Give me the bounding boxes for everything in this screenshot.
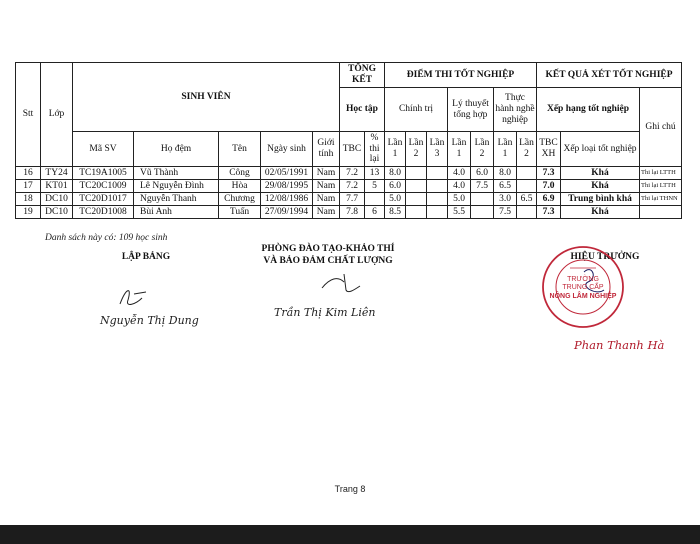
cell-lt-lan-2: 7.5 [471,180,494,193]
table-row [16,193,682,206]
cell-gioi-tinh: Nam [313,193,340,206]
cell-lop: TY24 [41,167,73,180]
header-chinh-tri-lan-2: Lần 2 [406,132,427,167]
stamp-text-line-2: TRUNG CẤP [562,284,604,292]
header-diem-thi: ĐIỂM THI TỐT NGHIỆP [385,63,537,88]
cell-ct-lan-2 [406,193,427,206]
cell-gioi-tinh: Nam [313,167,340,180]
cell-lt-lan-1: 4.0 [448,167,471,180]
cell-ten: Hòa [219,180,261,193]
page-number: Trang 8 [334,484,366,494]
header-gioi-tinh: Giới tính [313,132,340,167]
cell-th-lan-2: 6.5 [517,193,537,206]
cell-ct-lan-2 [406,180,427,193]
student-count-note: Danh sách này có: 109 học sinh [45,233,168,243]
cell-ngay-sinh: 12/08/1986 [261,193,313,206]
cell-xep-loai: Khá [561,206,640,219]
cell-ten: Công [219,167,261,180]
cell-stt: 18 [16,193,41,206]
header-ten: Tên [219,132,261,167]
table-row [16,167,682,180]
cell-tbc: 7.7 [340,193,365,206]
header-ly-thuyet: Lý thuyết tổng hợp [448,88,494,132]
cell-lop: KT01 [41,180,73,193]
cell-tbc: 7.2 [340,167,365,180]
cell-ghi-chu: Thi lại LTTH [640,167,682,180]
cell-ma-sv: TC19A1005 [73,167,134,180]
cell-stt: 16 [16,167,41,180]
cell-ct-lan-2 [406,167,427,180]
header-lop: Lớp [41,63,73,167]
phong-dao-tao-title-line-2: VÀ BẢO ĐẢM CHẤT LƯỢNG [263,255,393,266]
cell-th-lan-1: 8.0 [494,167,517,180]
cell-ten: Tuấn [219,206,261,219]
header-ngay-sinh: Ngày sinh [261,132,313,167]
cell-th-lan-1: 6.5 [494,180,517,193]
phong-dao-tao-name: Trần Thị Kim Liên [274,306,376,319]
phong-dao-tao-title-line-1: PHÒNG ĐÀO TẠO-KHẢO THÍ [261,244,395,254]
table-row [16,180,682,193]
cell-xep-loai: Khá [561,167,640,180]
cell-ct-lan-3 [427,206,448,219]
cell-tbc: 7.2 [340,180,365,193]
cell-ma-sv: TC20D1008 [73,206,134,219]
cell-ma-sv: TC20D1017 [73,193,134,206]
header-chinh-tri: Chính trị [385,88,448,132]
viewer-bottom-bar [0,525,700,544]
cell-ct-lan-3 [427,167,448,180]
stamp-text-line-1: TRƯỜNG [567,276,599,283]
cell-xep-loai: Trung bình khá [561,193,640,206]
cell-ten: Chương [219,193,261,206]
cell-ghi-chu: Thi lại LTTH [640,180,682,193]
header-pct-thi-lai: % thi lại [365,132,385,167]
cell-stt: 17 [16,180,41,193]
lap-bang-name: Nguyễn Thị Dung [100,314,199,327]
header-thuc-hanh-lan-2: Lần 2 [517,132,537,167]
table-row [16,206,682,219]
cell-ghi-chu: Thi lại THNN [640,193,682,206]
cell-th-lan-1: 3.0 [494,193,517,206]
cell-lt-lan-2: 6.0 [471,167,494,180]
cell-ma-sv: TC20C1009 [73,180,134,193]
cell-tbc-xh: 6.9 [537,193,561,206]
cell-ho-dem: Vũ Thành [134,167,219,180]
header-xep-loai: Xếp loại tốt nghiệp [561,132,640,167]
header-chinh-tri-lan-1: Lần 1 [385,132,406,167]
cell-th-lan-2 [517,167,537,180]
cell-pct-thi-lai [365,193,385,206]
cell-ct-lan-1: 8.5 [385,206,406,219]
cell-tbc: 7.8 [340,206,365,219]
header-ma-sv: Mã SV [73,132,134,167]
cell-ghi-chu [640,206,682,219]
header-ket-qua: KẾT QUẢ XÉT TỐT NGHIỆP [537,63,682,88]
graduation-results-table [15,62,682,219]
cell-lt-lan-1: 5.0 [448,193,471,206]
stamp-text-line-3: NÔNG LÂM NGHIỆP [549,292,617,300]
cell-ngay-sinh: 29/08/1995 [261,180,313,193]
cell-lt-lan-2 [471,193,494,206]
header-ly-thuyet-lan-2: Lần 2 [471,132,494,167]
cell-ct-lan-3 [427,180,448,193]
cell-th-lan-2 [517,180,537,193]
cell-pct-thi-lai: 5 [365,180,385,193]
header-tong-ket: TỔNG KẾT [340,63,385,88]
header-sinh-vien: SINH VIÊN [73,63,340,132]
header-thuc-hanh: Thực hành nghề nghiệp [494,88,537,132]
cell-ct-lan-3 [427,193,448,206]
header-hoc-tap: Học tập [340,88,385,132]
cell-ct-lan-2 [406,206,427,219]
hieu-truong-name: Phan Thanh Hà [574,338,665,352]
cell-tbc-xh: 7.3 [537,167,561,180]
cell-lop: DC10 [41,193,73,206]
header-thuc-hanh-lan-1: Lần 1 [494,132,517,167]
cell-ct-lan-1: 6.0 [385,180,406,193]
cell-xep-loai: Khá [561,180,640,193]
cell-gioi-tinh: Nam [313,180,340,193]
stamp-text [540,276,626,301]
cell-tbc-xh: 7.3 [537,206,561,219]
cell-pct-thi-lai: 6 [365,206,385,219]
header-ho-dem: Họ đệm [134,132,219,167]
header-ly-thuyet-lan-1: Lần 1 [448,132,471,167]
cell-th-lan-2 [517,206,537,219]
cell-ho-dem: Lê Nguyễn Đình [134,180,219,193]
cell-ngay-sinh: 27/09/1994 [261,206,313,219]
cell-th-lan-1: 7.5 [494,206,517,219]
header-chinh-tri-lan-3: Lần 3 [427,132,448,167]
cell-lop: DC10 [41,206,73,219]
cell-lt-lan-2 [471,206,494,219]
cell-ngay-sinh: 02/05/1991 [261,167,313,180]
phong-dao-tao-title [228,244,428,268]
header-tbc-xh: TBC XH [537,132,561,167]
header-ghi-chu: Ghi chú [640,88,682,167]
cell-pct-thi-lai: 13 [365,167,385,180]
header-stt: Stt [16,63,41,167]
hieu-truong-title: HIỆU TRƯỞNG [570,252,640,262]
lap-bang-signature-icon [112,284,172,314]
lap-bang-title: LẬP BẢNG [121,252,171,262]
cell-ct-lan-1: 8.0 [385,167,406,180]
phong-dao-tao-signature-icon [318,272,368,298]
cell-gioi-tinh: Nam [313,206,340,219]
school-stamp [540,244,626,330]
cell-ct-lan-1: 5.0 [385,193,406,206]
header-xep-hang: Xếp hạng tốt nghiệp [537,88,640,132]
cell-lt-lan-1: 4.0 [448,180,471,193]
cell-tbc-xh: 7.0 [537,180,561,193]
header-tbc: TBC [340,132,365,167]
cell-lt-lan-1: 5.5 [448,206,471,219]
cell-ho-dem: Bùi Anh [134,206,219,219]
cell-stt: 19 [16,206,41,219]
cell-ho-dem: Nguyễn Thanh [134,193,219,206]
